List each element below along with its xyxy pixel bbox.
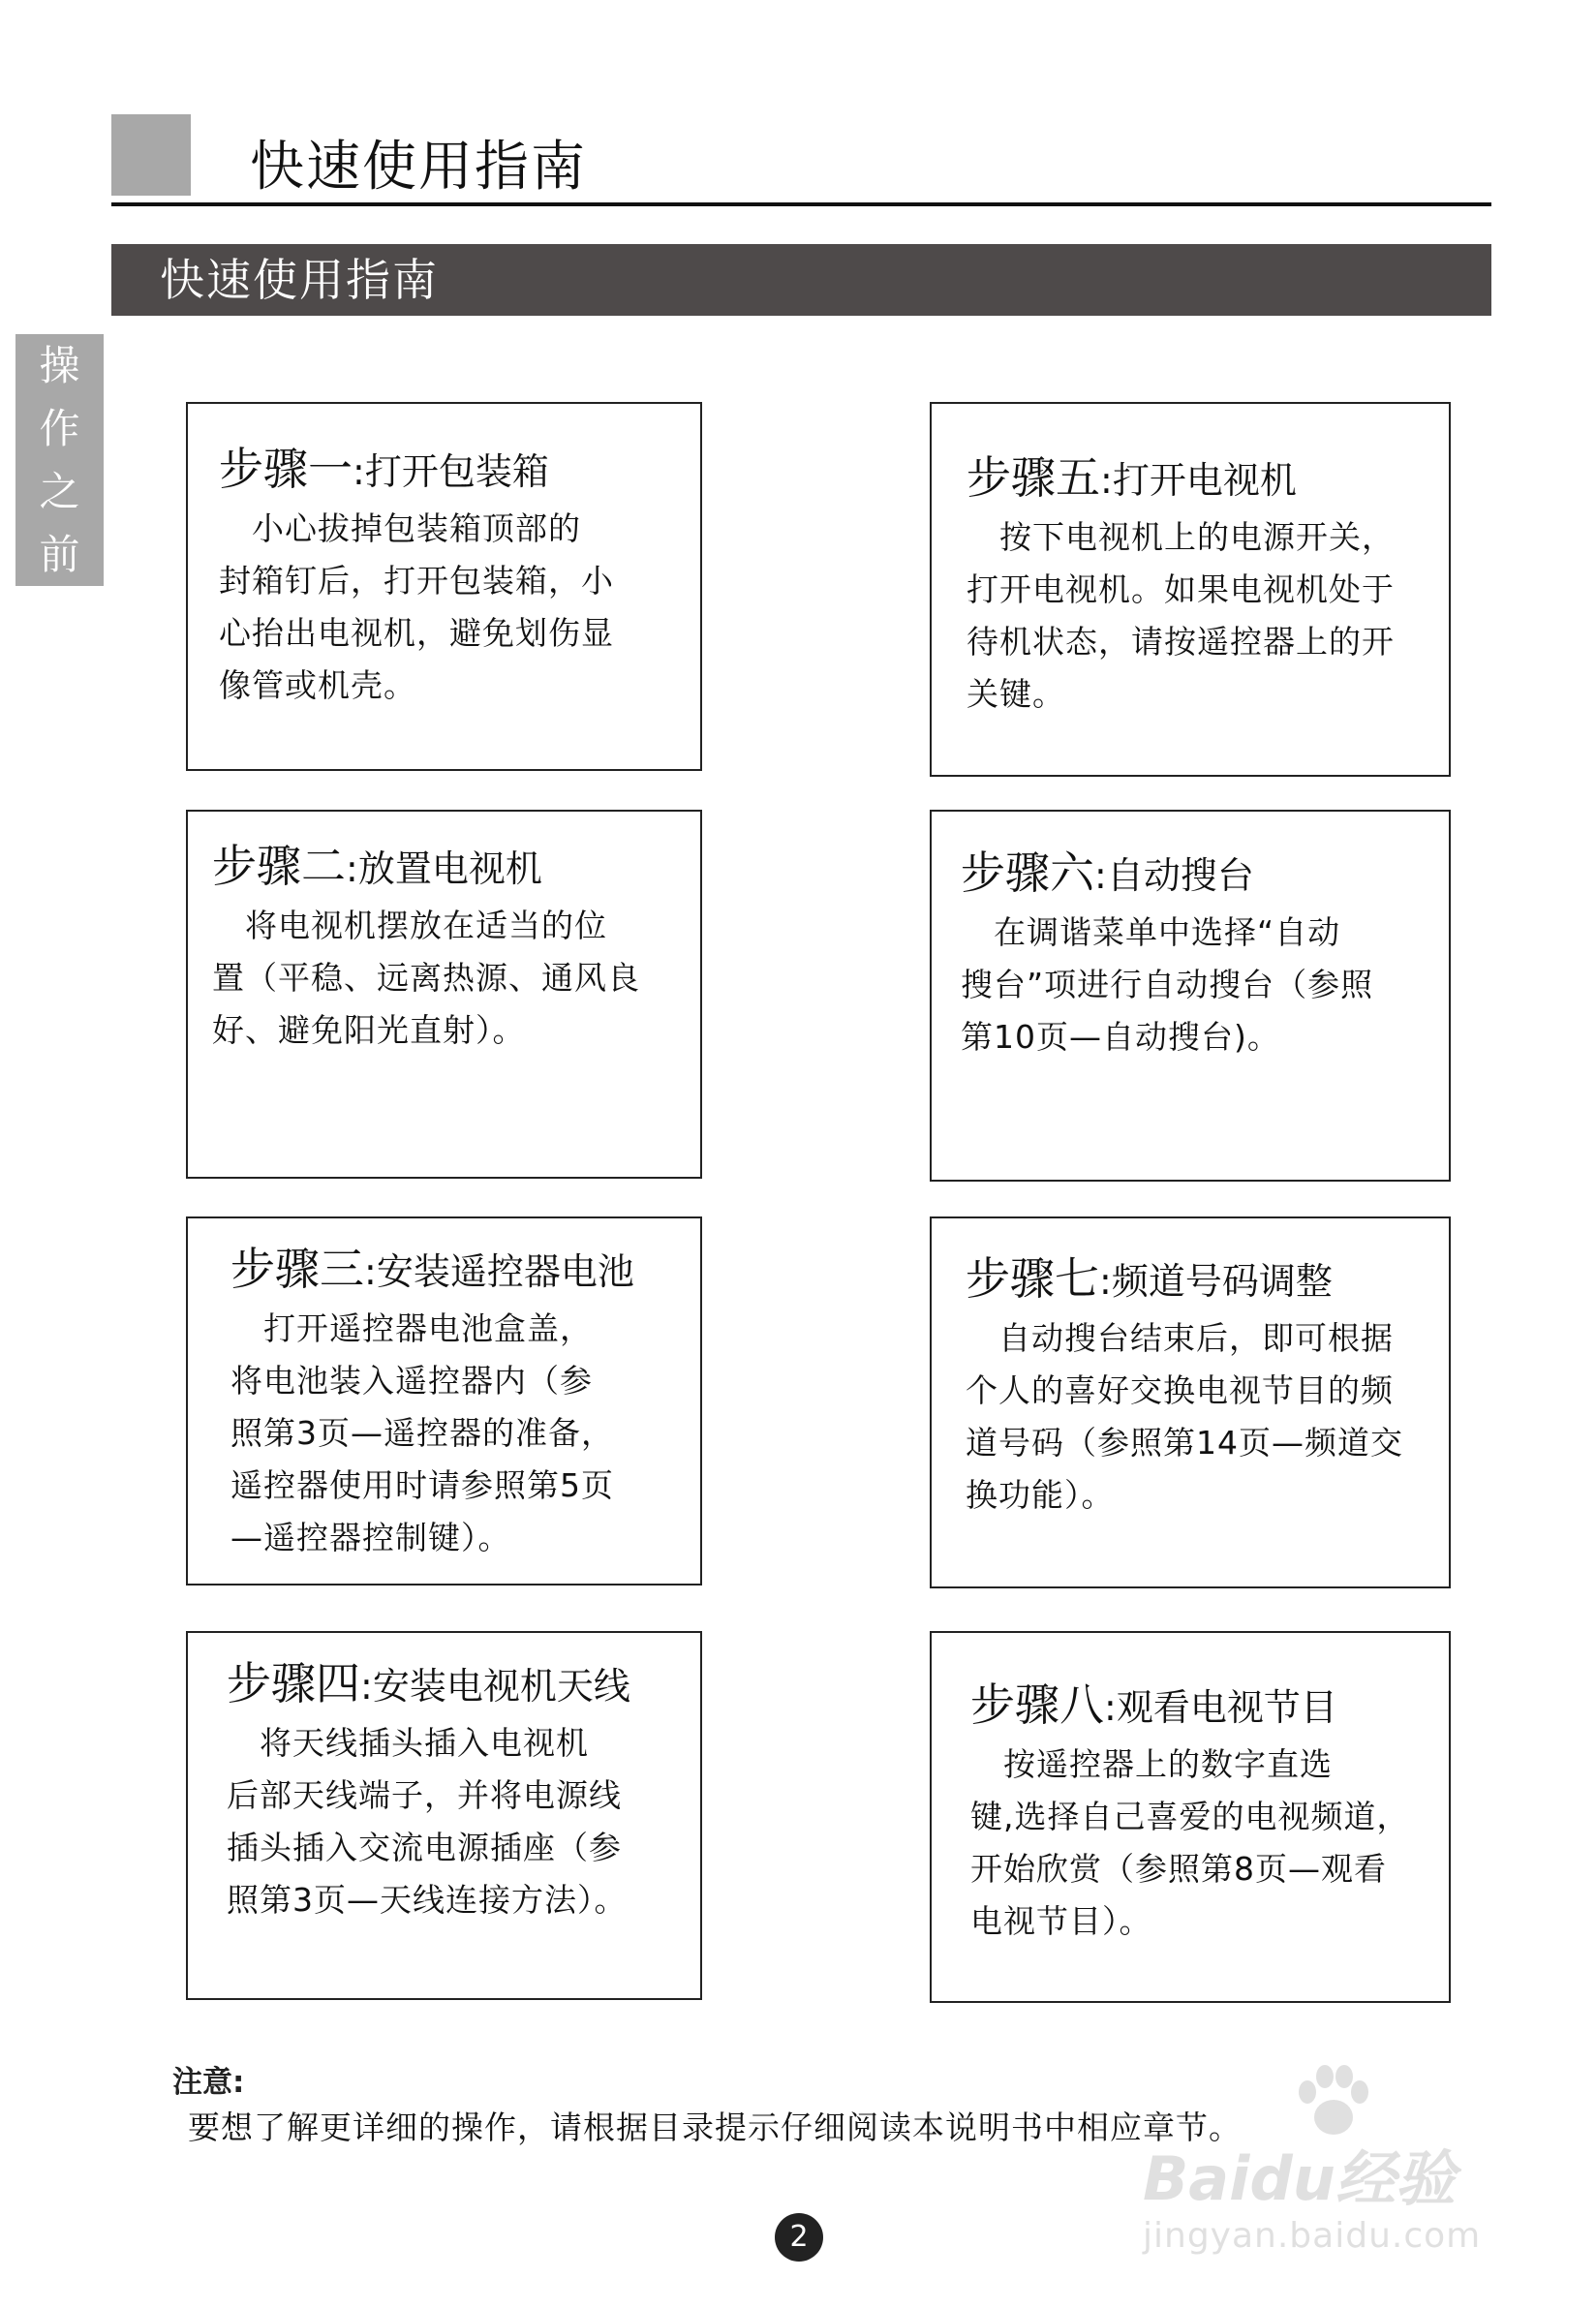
side-tab-char: 之 (39, 468, 80, 515)
step-title: 步骤八:观看电视节目 (970, 1678, 1337, 1731)
page-number: 2 (775, 2213, 823, 2262)
section-title-bar: 快速使用指南 (111, 244, 1491, 316)
note-label: 注意: (172, 2065, 245, 2100)
step-body: 将天线插头插入电视机 后部天线端子，并将电源线 插头插入交流电源插座（参 照第3页—天线连接方法）。 (227, 1724, 628, 1919)
step-title: 步骤二:放置电视机 (212, 840, 542, 892)
step-title: 步骤四:安装电视机天线 (227, 1657, 630, 1709)
page-title: 快速使用指南 (250, 136, 587, 199)
header-rule (111, 202, 1491, 206)
step-body: 按遥控器上的数字直选 键,选择自己喜爱的电视频道， 开始欣赏（参照第8页—观看 电视节目）。 (970, 1745, 1410, 1940)
step-box-4 (186, 1631, 702, 2000)
step-body: 按下电视机上的电源开关， 打开电视机。如果电视机处于 待机状态，请按遥控器上的开 关键。 (967, 518, 1395, 713)
step-body: 在调谐菜单中选择“自动 搜台”项进行自动搜台（参照 第10页—自动搜台)。 (961, 913, 1374, 1056)
side-tab-char: 前 (39, 531, 80, 578)
note-text: 要想了解更详细的操作，请根据目录提示仔细阅读本说明书中相应章节。 (188, 2109, 1242, 2146)
step-title: 步骤五:打开电视机 (967, 451, 1297, 504)
step-box-7 (930, 1216, 1451, 1588)
step-title: 步骤七:频道号码调整 (966, 1252, 1333, 1305)
step-title: 步骤一:打开包装箱 (219, 443, 549, 495)
watermark-brand: Baidu经验 (1143, 2143, 1456, 2214)
step-box-5 (930, 402, 1451, 777)
step-body: 将电视机摆放在适当的位 置（平稳、远离热源、通风良 好、避免阳光直射）。 (212, 907, 640, 1049)
paw-icon (1288, 2063, 1375, 2140)
step-box-6 (930, 810, 1451, 1182)
side-tab-char: 作 (39, 405, 80, 452)
step-box-1 (186, 402, 702, 771)
side-tab (15, 334, 104, 586)
step-box-2 (186, 810, 702, 1179)
side-tab-char: 操 (39, 342, 80, 389)
step-body: 自动搜台结束后，即可根据 个人的喜好交换电视节目的频 道号码（参照第14页—频道交 换功能）。 (966, 1319, 1403, 1514)
watermark-url: jingyan.baidu.com (1143, 2216, 1482, 2256)
step-box-3 (186, 1216, 702, 1586)
step-body: 小心拔掉包装箱顶部的 封箱钉后，打开包装箱，小 心抬出电视机，避免划伤显 像管或机壳。 (219, 509, 614, 704)
step-title: 步骤六:自动搜台 (961, 847, 1254, 899)
baidu-watermark (1143, 2063, 1530, 2266)
step-body: 打开遥控器电池盒盖， 将电池装入遥控器内（参 照第3页—遥控器的准备， 遥控器使用时请参照第5页 —遥控器控制键）。 (230, 1309, 614, 1556)
step-title: 步骤三:安装遥控器电池 (230, 1243, 634, 1295)
step-box-8 (930, 1631, 1451, 2003)
header-gray-block (111, 114, 191, 196)
